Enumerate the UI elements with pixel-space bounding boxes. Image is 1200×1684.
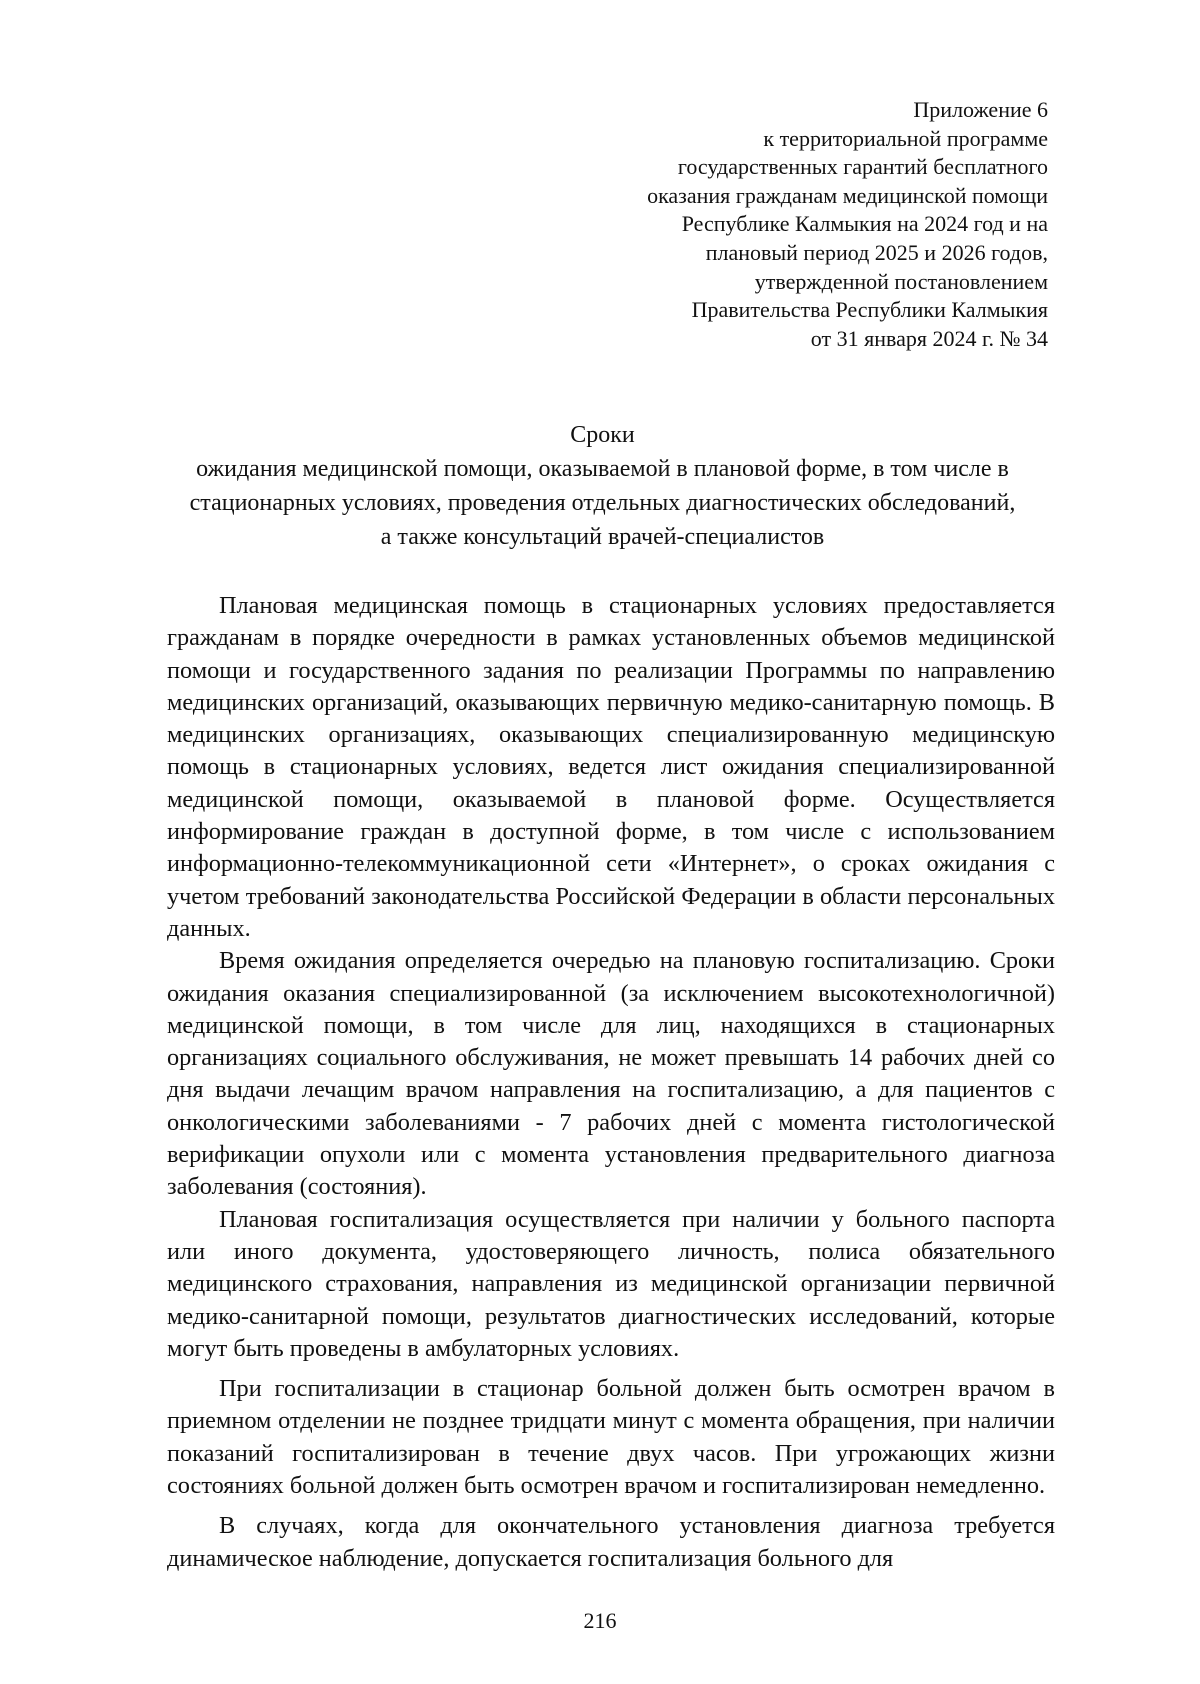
annex-line: к территориальной программе [763,125,1048,151]
annex-line: утвержденной постановлением [754,268,1048,294]
annex-reference [488,96,1048,353]
document-title [150,418,1055,554]
annex-line: Приложение 6 [913,97,1048,122]
annex-line: государственных гарантий бесплатного [677,154,1048,180]
paragraph: Время ожидания определяется очередью на плановую госпитализацию. Сроки ожидания оказания специализированной (за исключением высокотехнологичной) медицинской помощи, в том числе для лиц, находящихся в стационарных организациях социального обслуживания, не может превышать 14 рабочих дней со дня выдачи лечащим врачом направления на госпитализацию, а для пациентов с онкологическими заболеваниями - 7 рабочих дней с момента гистологической верификации опухоли или с момента установления предварительного диагноза заболевания (состояния). [167,947,1055,1201]
annex-line: оказания гражданам медицинской помощи [647,182,1048,208]
annex-line: Республике Калмыкия на 2024 год и на [681,211,1048,237]
paragraph: Плановая медицинская помощь в стационарных условиях предоставляется гражданам в порядке очередности в рамках установленных объемов медицинской помощи и государственного задания по реализации Программы по направлению медицинских организаций, оказывающих первичную медико-санитарную помощь. В медицинских организациях, оказывающих специализированную медицинскую помощь в стационарных условиях, ведется лист ожидания специализированной медицинской помощи, оказываемой в плановой форме. Осуществляется информирование граждан в доступной форме, в том числе с использованием информационно-телекоммуникационной сети «Интернет», о сроках ожидания с учетом требований законодательства Российской Федерации в области персональных данных. [167,592,1055,942]
title-line: а также консультаций врачей-специалистов [380,524,825,550]
paragraph: При госпитализации в стационар больной должен быть осмотрен врачом в приемном отделении не позднее тридцати минут с момента обращения, при наличии показаний госпитализирован в течение двух часов. При угрожающих жизни состояниях больной должен быть осмотрен врачом и госпитализирован немедленно. [167,1375,1055,1500]
document-body [167,590,1055,1575]
annex-line: Правительства Республики Калмыкия [691,297,1048,323]
page-number: 216 [583,1608,617,1633]
paragraph: Плановая госпитализация осуществляется при наличии у больного паспорта или иного документа, удостоверяющего личность, полиса обязательного медицинского страхования, направления из медицинской организации первичной медико-санитарной помощи, результатов диагностических исследований, которые могут быть проведены в амбулаторных условиях. [167,1205,1055,1362]
title-heading: Сроки [570,422,635,448]
title-line: стационарных условиях, проведения отдельных диагностических обследований, [189,490,1016,516]
paragraph: В случаях, когда для окончательного установления диагноза требуется динамическое наблюдение, допускается госпитализация больного для [167,1512,1055,1572]
annex-line: плановый период 2025 и 2026 годов, [705,239,1048,265]
title-line: ожидания медицинской помощи, оказываемой в плановой форме, в том числе в [196,456,1009,482]
annex-line: от 31 января 2024 г. № 34 [810,325,1048,351]
